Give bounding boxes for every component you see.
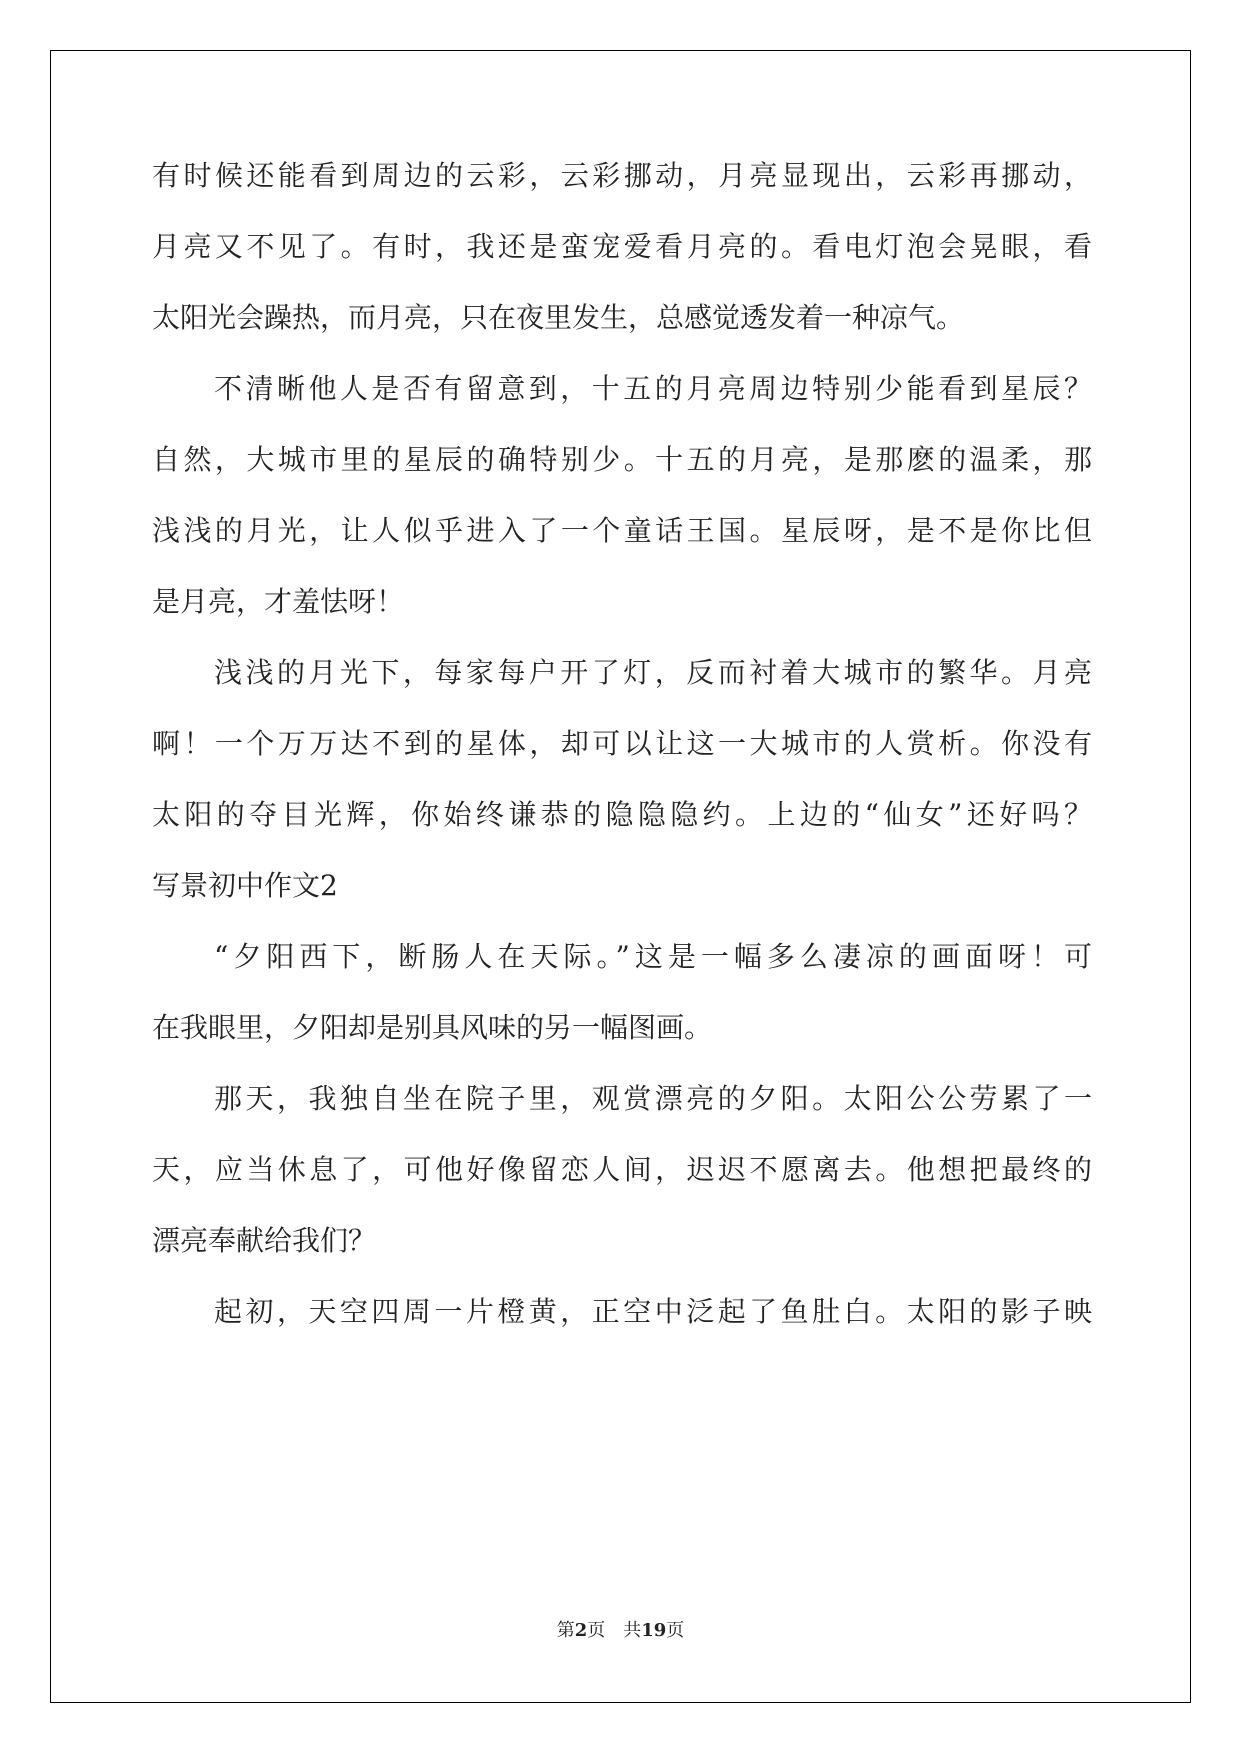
paragraph-first-line: 不清晰他人是否有留意到，十五的月亮周边特别少能看到星辰？ xyxy=(214,372,1092,405)
text-line: 在我眼里，夕阳却是别具风味的另一幅图画。 xyxy=(152,1011,713,1044)
page-footer xyxy=(0,1620,1241,1642)
paragraph-first-line: 那天，我独自坐在院子里，观赏漂亮的夕阳。太阳公公劳累了一 xyxy=(214,1082,1092,1115)
page-prefix: 第 xyxy=(556,1620,575,1641)
text-line: 浅浅的月光，让人似乎进入了一个童话王国。星辰呀，是不是你比但 xyxy=(152,514,1092,547)
text-line: 太阳的夺目光辉，你始终谦恭的隐隐隐约。上边的“仙女”还好吗？ xyxy=(152,798,1092,831)
page-number: 2 xyxy=(574,1620,588,1641)
text-line: 太阳光会躁热，而月亮，只在夜里发生，总感觉透发着一种凉气。 xyxy=(152,301,965,334)
paragraph-first-line: 浅浅的月光下，每家每户开了灯，反而衬着大城市的繁华。月亮 xyxy=(214,656,1092,689)
text-line: 漂亮奉献给我们？ xyxy=(152,1224,377,1257)
page-suffix: 页 xyxy=(587,1620,606,1641)
text-line: 月亮又不见了。有时，我还是蛮宠爱看月亮的。看电灯泡会晃眼，看 xyxy=(152,230,1092,263)
text-line: 天，应当休息了，可他好像留恋人间，迟迟不愿离去。他想把最终的 xyxy=(152,1153,1092,1186)
text-line: 自然，大城市里的星辰的确特别少。十五的月亮，是那麽的温柔，那 xyxy=(152,443,1092,476)
total-pages: 19 xyxy=(641,1620,667,1641)
total-suffix: 页 xyxy=(666,1620,685,1641)
section-heading: 写景初中作文2 xyxy=(152,869,338,902)
total-prefix: 共 xyxy=(623,1620,642,1641)
text-line: 啊！一个万万达不到的星体，却可以让这一大城市的人赏析。你没有 xyxy=(152,727,1092,760)
text-line: 有时候还能看到周边的云彩，云彩挪动，月亮显现出，云彩再挪动， xyxy=(152,159,1092,192)
paragraph-first-line: 起初，天空四周一片橙黄，正空中泛起了鱼肚白。太阳的影子映 xyxy=(214,1295,1092,1328)
paragraph-first-line: “夕阳西下，断肠人在天际。”这是一幅多么凄凉的画面呀！可 xyxy=(214,940,1092,973)
text-line: 是月亮，才羞怯呀！ xyxy=(152,585,405,618)
